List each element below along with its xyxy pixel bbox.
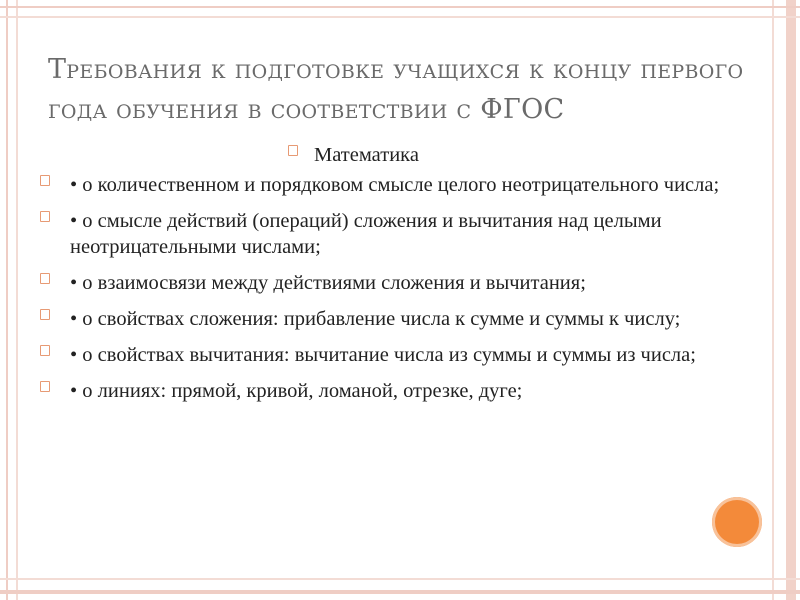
border-line-left [6,0,8,600]
slide-title: Требования к подготовке учащихся к концу первого года обучения в соответствии с ФГОС [48,54,744,125]
border-line-bottom [0,590,800,594]
square-bullet-icon [288,145,298,156]
subject-heading [40,142,720,172]
square-bullet-icon [40,381,50,392]
list-item-text: • о взаимосвязи между действиями сложения и вычитания; [70,272,586,294]
list-item-text: • о свойствах вычитания: вычитание числа из суммы и суммы из числа; [70,344,696,366]
square-bullet-icon [40,211,50,222]
square-bullet-icon [40,175,50,186]
list-item [40,306,720,332]
list-item [40,378,720,404]
border-line-right-inner [772,0,774,600]
border-line-top [0,6,800,8]
list-item-text: • о свойствах сложения: прибавление числа к сумме и суммы к числу; [70,308,681,330]
list-item [40,342,720,368]
square-bullet-icon [40,345,50,356]
square-bullet-icon [40,273,50,284]
border-line-bottom-inner [0,578,800,580]
list-item [40,208,720,260]
list-item [40,172,720,198]
list-item [40,270,720,296]
list-item-text: • о линиях: прямой, кривой, ломаной, отрезке, дуге; [70,380,523,402]
subject-heading-text: Математика [314,144,419,166]
border-line-top-inner [0,16,800,18]
list-item-text: • о количественном и порядковом смысле целого неотрицательного числа; [70,174,720,196]
square-bullet-icon [40,309,50,320]
border-line-right [786,0,796,600]
list-item-text: • о смысле действий (операций) сложения и вычитания над целыми неотрицательными числами; [70,210,662,258]
orange-circle-icon [712,497,762,547]
border-line-left-inner [16,0,18,600]
slide-content [40,142,720,414]
